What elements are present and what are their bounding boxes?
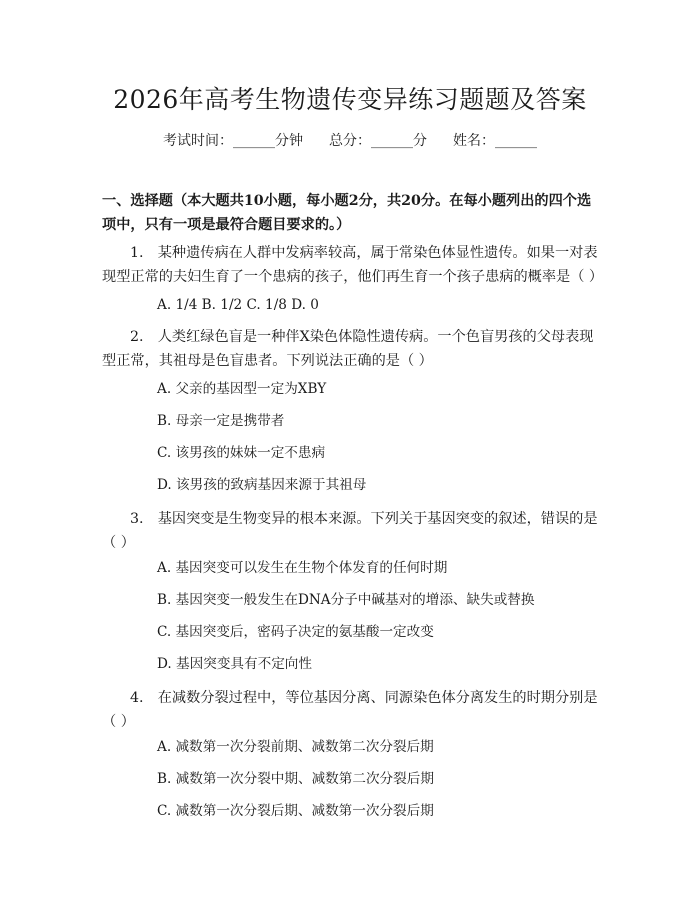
student-name-field: 姓名：______	[453, 133, 537, 149]
exam-info-line	[0, 131, 700, 151]
question-2-option-b: B. 母亲一定是携带者	[157, 413, 285, 429]
section-heading: 一、选择题（本大题共10小题，每小题2分，共20分。在每小题列出的四个选项中，只有一项是最符合题目要求的。）	[102, 193, 592, 233]
question-2-option-d: D. 该男孩的致病基因来源于其祖母	[157, 477, 367, 493]
exam-time-field: 考试时间：______分钟	[163, 133, 303, 149]
question-2-text: 2. 人类红绿色盲是一种伴X染色体隐性遗传病。一个色盲男孩的父母表现型正常，其祖母是色盲患者。下列说法正确的是（ ）	[102, 329, 594, 369]
question-3-option-b: B. 基因突变一般发生在DNA分子中碱基对的增添、缺失或替换	[157, 592, 535, 608]
question-4-option-a: A. 减数第一次分裂前期、减数第二次分裂后期	[157, 739, 434, 755]
page-title: 2026年高考生物遗传变异练习题题及答案	[113, 85, 587, 114]
question-4-option-b: B. 减数第一次分裂中期、减数第二次分裂后期	[157, 771, 434, 787]
question-3-option-a: A. 基因突变可以发生在生物个体发育的任何时期	[157, 560, 448, 576]
question-4-text: 4. 在减数分裂过程中，等位基因分离、同源染色体分离发生的时期分别是（ ）	[102, 690, 598, 730]
question-2-option-a: A. 父亲的基因型一定为XBY	[157, 381, 327, 397]
question-3-text: 3. 基因突变是生物变异的根本来源。下列关于基因突变的叙述，错误的是（ ）	[102, 511, 598, 551]
question-3-option-d: D. 基因突变具有不定向性	[157, 656, 312, 672]
question-1-text: 1. 某种遗传病在人群中发病率较高，属于常染色体显性遗传。如果一对表现型正常的夫妇生育了一个患病的孩子，他们再生育一个孩子患病的概率是（ ）	[102, 245, 604, 285]
total-score-field: 总分：______分	[329, 133, 427, 149]
question-2-option-c: C. 该男孩的妹妹一定不患病	[157, 445, 326, 461]
question-4-option-c: C. 减数第一次分裂后期、减数第一次分裂后期	[157, 803, 434, 819]
question-1-options: A. 1/4 B. 1/2 C. 1/8 D. 0	[157, 297, 319, 313]
question-3-option-c: C. 基因突变后，密码子决定的氨基酸一定改变	[157, 624, 434, 640]
